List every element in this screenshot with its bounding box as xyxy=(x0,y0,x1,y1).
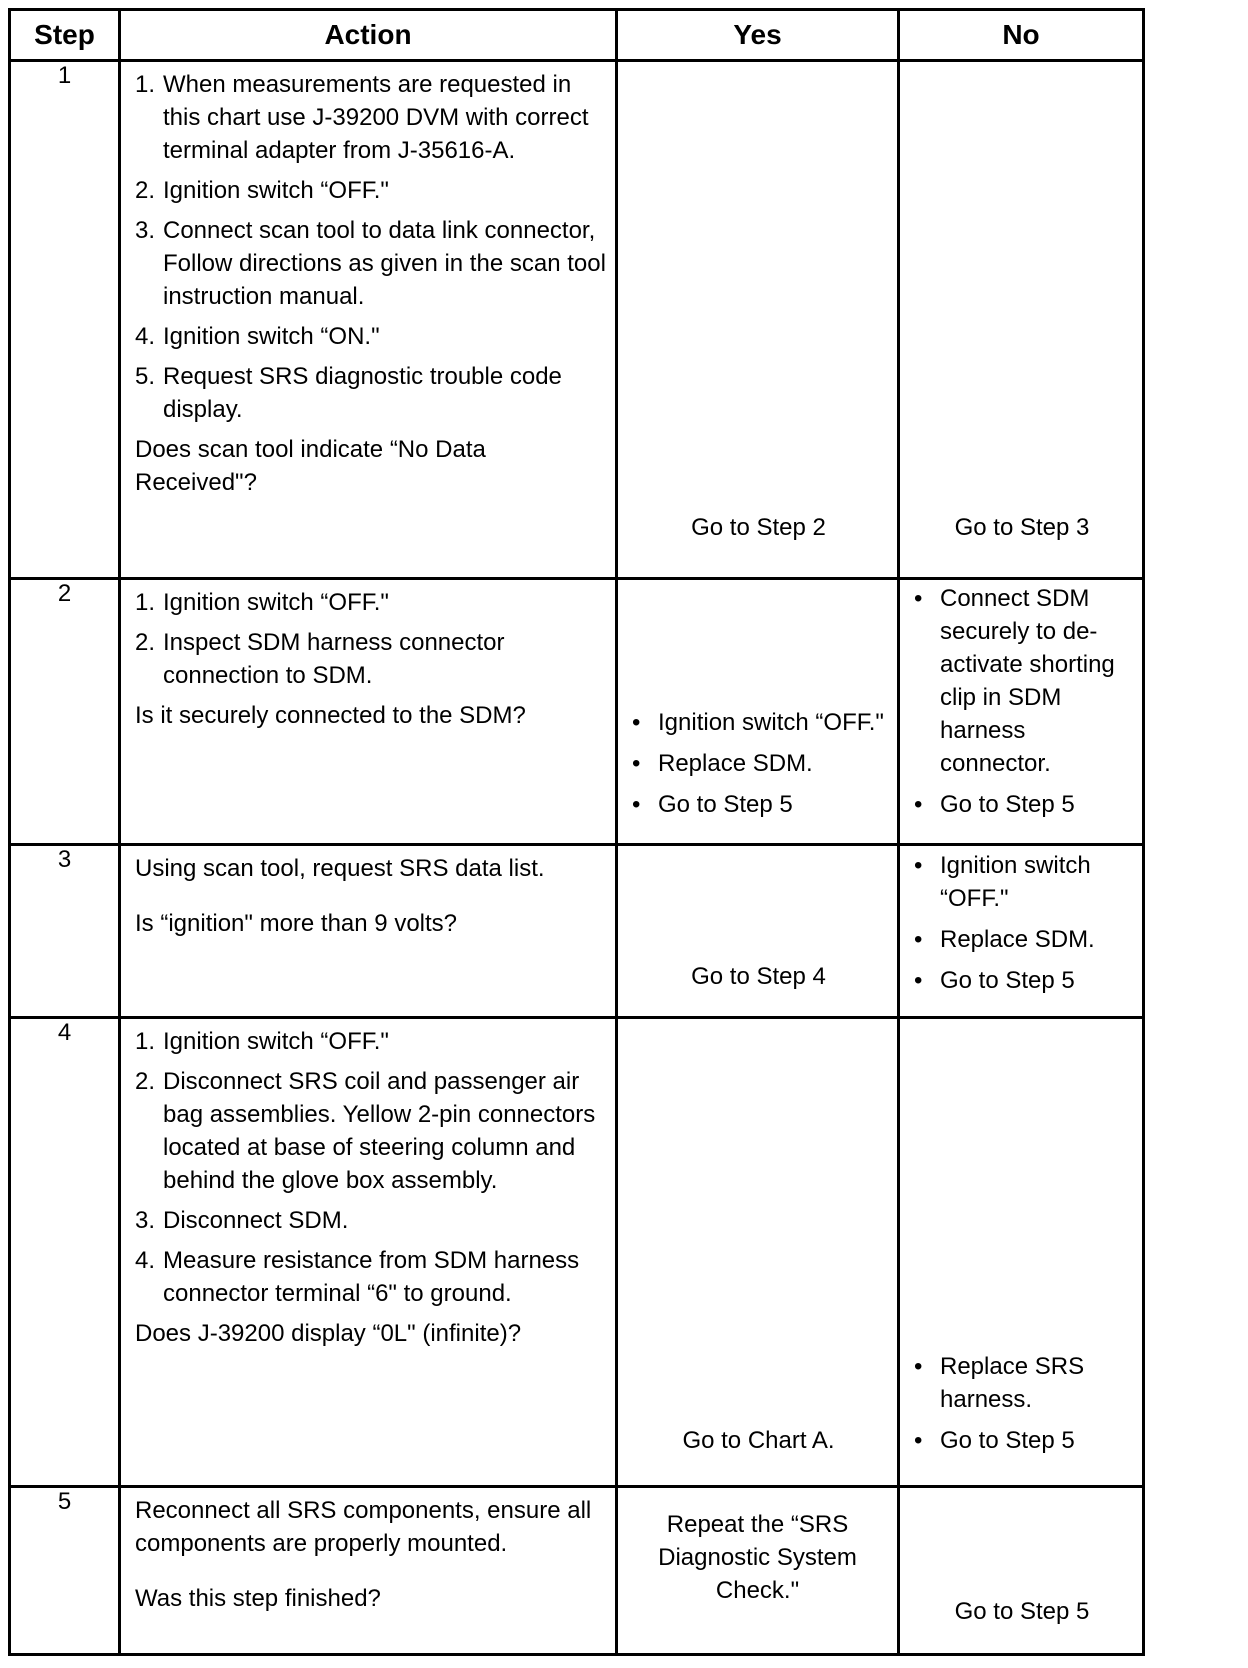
yes-cell xyxy=(617,845,899,1018)
list-item: 3. Connect scan tool to data link connector, Follow directions as given in the scan tool instruction manual. xyxy=(135,217,606,310)
yes-cell xyxy=(617,1018,899,1487)
list-item: 2. Ignition switch “OFF." xyxy=(135,177,389,204)
no-result: Go to Step 3 xyxy=(954,514,1090,541)
yes-result: Go to Step 2 xyxy=(691,514,826,541)
action-cell xyxy=(120,579,617,845)
step-number: 4 xyxy=(10,1018,120,1487)
bullet-item: • Connect SDM securely to de-activate shorting clip in SDM harness connector. xyxy=(914,585,1115,778)
question-text: Is “ignition" more than 9 volts? xyxy=(135,910,458,938)
question-text: Does J-39200 display “0L" (infinite)? xyxy=(135,1320,522,1348)
list-item: 2. Disconnect SRS coil and passenger air bag assemblies. Yellow 2-pin connectors located at base of steering column and behind the glove box assembly. xyxy=(135,1068,596,1195)
step-number: 2 xyxy=(10,579,120,845)
action-cell xyxy=(120,1487,617,1655)
no-cell xyxy=(899,61,1144,579)
header-step: Step xyxy=(10,10,120,61)
list-item: 1. Ignition switch “OFF." xyxy=(135,589,389,617)
bullet-item: • Go to Step 5 xyxy=(632,791,793,819)
yes-cell xyxy=(617,61,899,579)
table-row xyxy=(10,1018,1144,1487)
diagnostic-table xyxy=(8,8,1145,1656)
no-cell xyxy=(899,1487,1144,1655)
table-row xyxy=(10,61,1144,579)
bullet-item: • Go to Step 5 xyxy=(914,791,1075,819)
table-row xyxy=(10,1487,1144,1655)
question-text: Does scan tool indicate “No Data Received"? xyxy=(135,436,486,496)
no-cell xyxy=(899,579,1144,845)
list-item: 4. Ignition switch “ON." xyxy=(135,323,380,350)
table-row xyxy=(10,845,1144,1018)
bullet-item: • Go to Step 5 xyxy=(914,1427,1075,1455)
header-yes: Yes xyxy=(617,10,899,61)
action-cell xyxy=(120,1018,617,1487)
yes-result: Go to Step 4 xyxy=(691,963,826,991)
header-no: No xyxy=(899,10,1144,61)
no-cell xyxy=(899,1018,1144,1487)
yes-result: Repeat the “SRS Diagnostic System Check." xyxy=(658,1511,857,1605)
list-item: 3. Disconnect SDM. xyxy=(135,1207,349,1235)
yes-result: Go to Chart A. xyxy=(682,1427,835,1455)
list-item: 2. Inspect SDM harness connector connection to SDM. xyxy=(135,629,505,690)
step-number: 5 xyxy=(10,1487,120,1655)
question-text: Was this step finished? xyxy=(135,1585,381,1613)
list-item: 1. When measurements are requested in this chart use J-39200 DVM with correct terminal adapter from J-35616-A. xyxy=(135,71,589,164)
no-cell xyxy=(899,845,1144,1018)
yes-cell xyxy=(617,579,899,845)
action-text: Reconnect all SRS components, ensure all components are properly mounted. xyxy=(135,1497,592,1558)
header-action: Action xyxy=(120,10,617,61)
table-row xyxy=(10,579,1144,845)
header-row xyxy=(10,10,1144,61)
step-number: 1 xyxy=(10,61,120,579)
action-cell xyxy=(120,845,617,1018)
bullet-item: • Ignition switch “OFF." xyxy=(632,709,884,737)
question-text: Is it securely connected to the SDM? xyxy=(135,702,526,730)
bullet-item: • Replace SDM. xyxy=(914,926,1095,954)
bullet-item: • Replace SRS harness. xyxy=(914,1353,1085,1414)
action-cell xyxy=(120,61,617,579)
no-result: Go to Step 5 xyxy=(954,1598,1090,1626)
list-item: 4. Measure resistance from SDM harness connector terminal “6" to ground. xyxy=(135,1247,580,1308)
step-number: 3 xyxy=(10,845,120,1018)
action-text: Using scan tool, request SRS data list. xyxy=(135,855,545,883)
list-item: 1. Ignition switch “OFF." xyxy=(135,1028,389,1056)
bullet-item: • Ignition switch “OFF." xyxy=(914,852,1091,913)
yes-cell xyxy=(617,1487,899,1655)
bullet-item: • Replace SDM. xyxy=(632,750,813,778)
list-item: 5. Request SRS diagnostic trouble code display. xyxy=(135,363,562,423)
bullet-item: • Go to Step 5 xyxy=(914,967,1075,995)
